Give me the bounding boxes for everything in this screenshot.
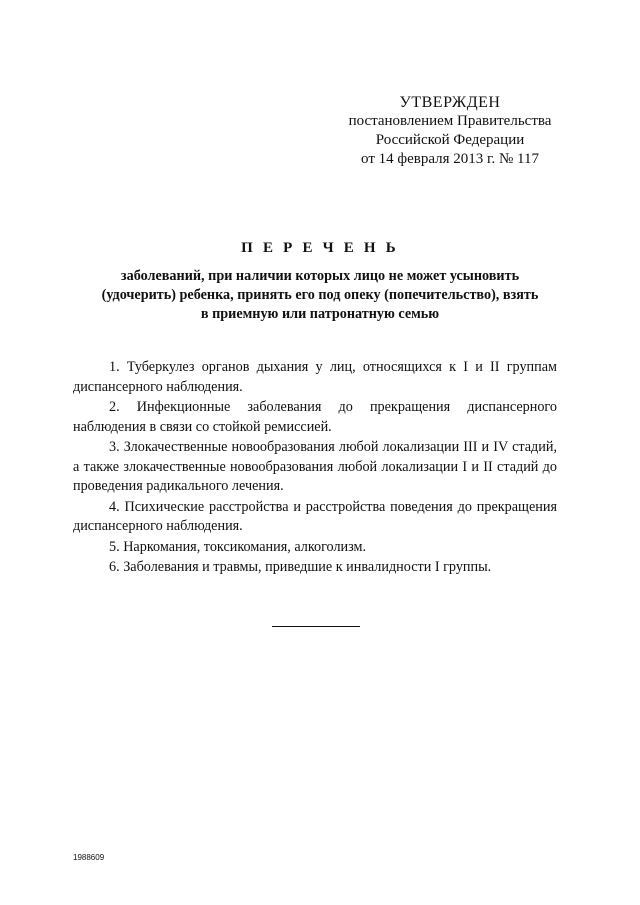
approval-line-3: от 14 февраля 2013 г. № 117 (361, 151, 539, 167)
approval-block (340, 93, 560, 169)
list-item: 4. Психические расстройства и расстройства поведения до прекращения диспансерного наблюдения. (73, 498, 557, 534)
end-divider (272, 626, 360, 627)
document-subtitle (70, 267, 570, 324)
approval-status: УТВЕРЖДЕН (399, 94, 501, 111)
list-item: 3. Злокачественные новообразования любой локализации III и IV стадий, а также злокачественные новообразования любой локализации I и II стадий до проведения радикального лечения. (73, 439, 557, 494)
document-title: П Е Р Е Ч Е Н Ь (241, 240, 399, 256)
list-item: 1. Туберкулез органов дыхания у лиц, относящихся к I и II группам диспансерного наблюдения. (73, 359, 557, 395)
list-item: 5. Наркомания, токсикомания, алкоголизм. (109, 538, 367, 555)
approval-line-1: постановлением Правительства (348, 113, 552, 129)
subtitle-line-2: (удочерить) ребенка, принять его под опеку (попечительство), взять (101, 287, 539, 303)
list-item: 6. Заболевания и травмы, приведшие к инвалидности I группы. (109, 559, 492, 575)
approval-line-2: Российской Федерации (375, 132, 525, 148)
subtitle-line-1: заболеваний, при наличии которых лицо не может усыновить (120, 268, 520, 284)
document-code: 1988609 (73, 853, 105, 862)
disease-list (73, 358, 557, 579)
list-item: 2. Инфекционные заболевания до прекращения диспансерного наблюдения в связи со стойкой ремиссией. (73, 399, 557, 435)
subtitle-line-3: в приемную или патронатную семью (200, 306, 440, 322)
